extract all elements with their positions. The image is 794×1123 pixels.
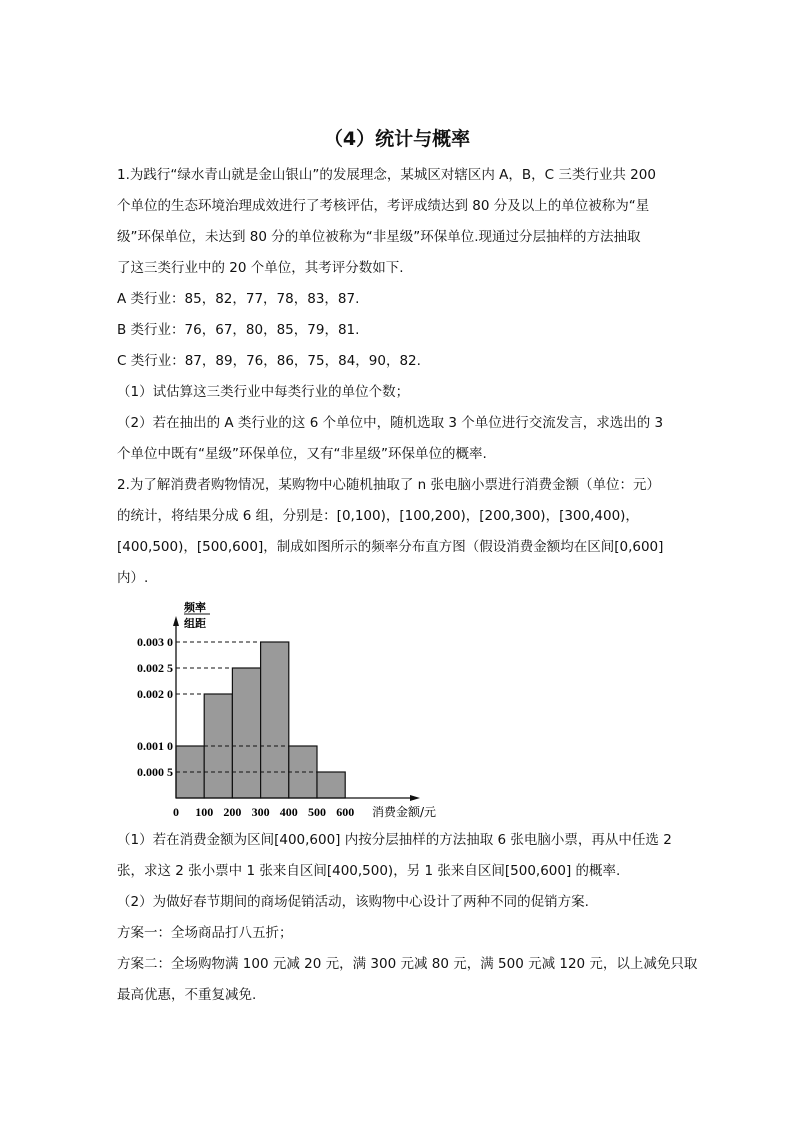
text-line: 的统计，将结果分成 6 组，分别是：[0,100)，[100,200)，[200,300)，[300,400)， — [117, 508, 639, 524]
text-line: （2）若在抽出的 A 类行业的这 6 个单位中，随机选取 3 个单位进行交流发言，求选出的 3 — [117, 415, 664, 431]
x-tick-label: 500 — [308, 805, 326, 819]
text-line: B 类行业：76，67，80，85，79，81. — [117, 322, 360, 338]
text-line: A 类行业：85，82，77，78，83，87. — [117, 291, 360, 307]
y-axis-label-numerator: 频率 — [184, 601, 206, 614]
text-line: 张，求这 2 张小票中 1 张来自区间[400,500)，另 1 张来自区间[500,600] 的概率. — [117, 863, 621, 879]
x-tick-label: 400 — [279, 805, 298, 819]
y-tick-label: 0.003 0 — [137, 635, 173, 649]
y-tick-label: 0.002 5 — [137, 661, 173, 675]
page-title: （4）统计与概率 — [323, 128, 471, 150]
y-tick-label: 0.000 5 — [137, 765, 173, 779]
text-line: 方案二：全场购物满 100 元减 20 元，满 300 元减 80 元，满 500 元减 120 元，以上减免只取 — [117, 956, 698, 972]
y-tick-label: 0.001 0 — [137, 739, 173, 753]
text-line: [400,500)，[500,600]，制成如图所示的频率分布直方图（假设消费金额均在区间[0,600] — [117, 539, 664, 555]
x-axis-label: 消费金额/元 — [372, 805, 437, 819]
text-line: 最高优惠，不重复减免. — [117, 987, 257, 1003]
question-2-intro — [117, 470, 687, 594]
text-line: 2.为了解消费者购物情况，某购物中心随机抽取了 n 张电脑小票进行消费金额（单位：元） — [117, 477, 661, 493]
histogram-bar — [232, 668, 260, 798]
x-tick-label: 300 — [251, 805, 270, 819]
text-line: （1）试估算这三类行业中每类行业的单位个数； — [117, 384, 410, 400]
histogram-bar — [317, 772, 345, 798]
text-line: 内）. — [117, 570, 149, 586]
text-line: 方案一：全场商品打八五折； — [117, 925, 293, 941]
question-1 — [117, 160, 687, 470]
histogram-bar — [261, 642, 289, 798]
question-2-parts — [117, 825, 698, 1011]
x-tick-label: 0 — [173, 805, 179, 819]
x-tick-label: 200 — [223, 805, 242, 819]
text-line: 1.为践行“绿水青山就是金山银山”的发展理念，某城区对辖区内 A，B，C 三类行业共 200 — [117, 167, 656, 183]
y-tick-label: 0.002 0 — [137, 687, 173, 701]
x-tick-label: 600 — [336, 805, 355, 819]
text-line: （1）若在消费金额为区间[400,600] 内按分层抽样的方法抽取 6 张电脑小票，再从中任选 2 — [117, 832, 672, 848]
y-axis-label-denominator: 组距 — [184, 617, 206, 630]
x-tick-label: 100 — [195, 805, 214, 819]
x-axis-arrow-icon — [410, 795, 420, 801]
y-axis-arrow-icon — [173, 616, 179, 626]
frequency-histogram — [137, 598, 460, 823]
text-line: 级”环保单位，未达到 80 分的单位被称为“非星级”环保单位.现通过分层抽样的方法抽取 — [117, 229, 641, 245]
text-line: 个单位的生态环境治理成效进行了考核评估，考评成绩达到 80 分及以上的单位被称为“星 — [117, 198, 650, 214]
text-line: C 类行业：87，89，76，86，75，84，90，82. — [117, 353, 421, 369]
text-line: 了这三类行业中的 20 个单位，其考评分数如下. — [117, 260, 404, 276]
text-line: （2）为做好春节期间的商场促销活动，该购物中心设计了两种不同的促销方案. — [117, 894, 589, 910]
text-line: 个单位中既有“星级”环保单位，又有“非星级”环保单位的概率. — [117, 446, 487, 462]
